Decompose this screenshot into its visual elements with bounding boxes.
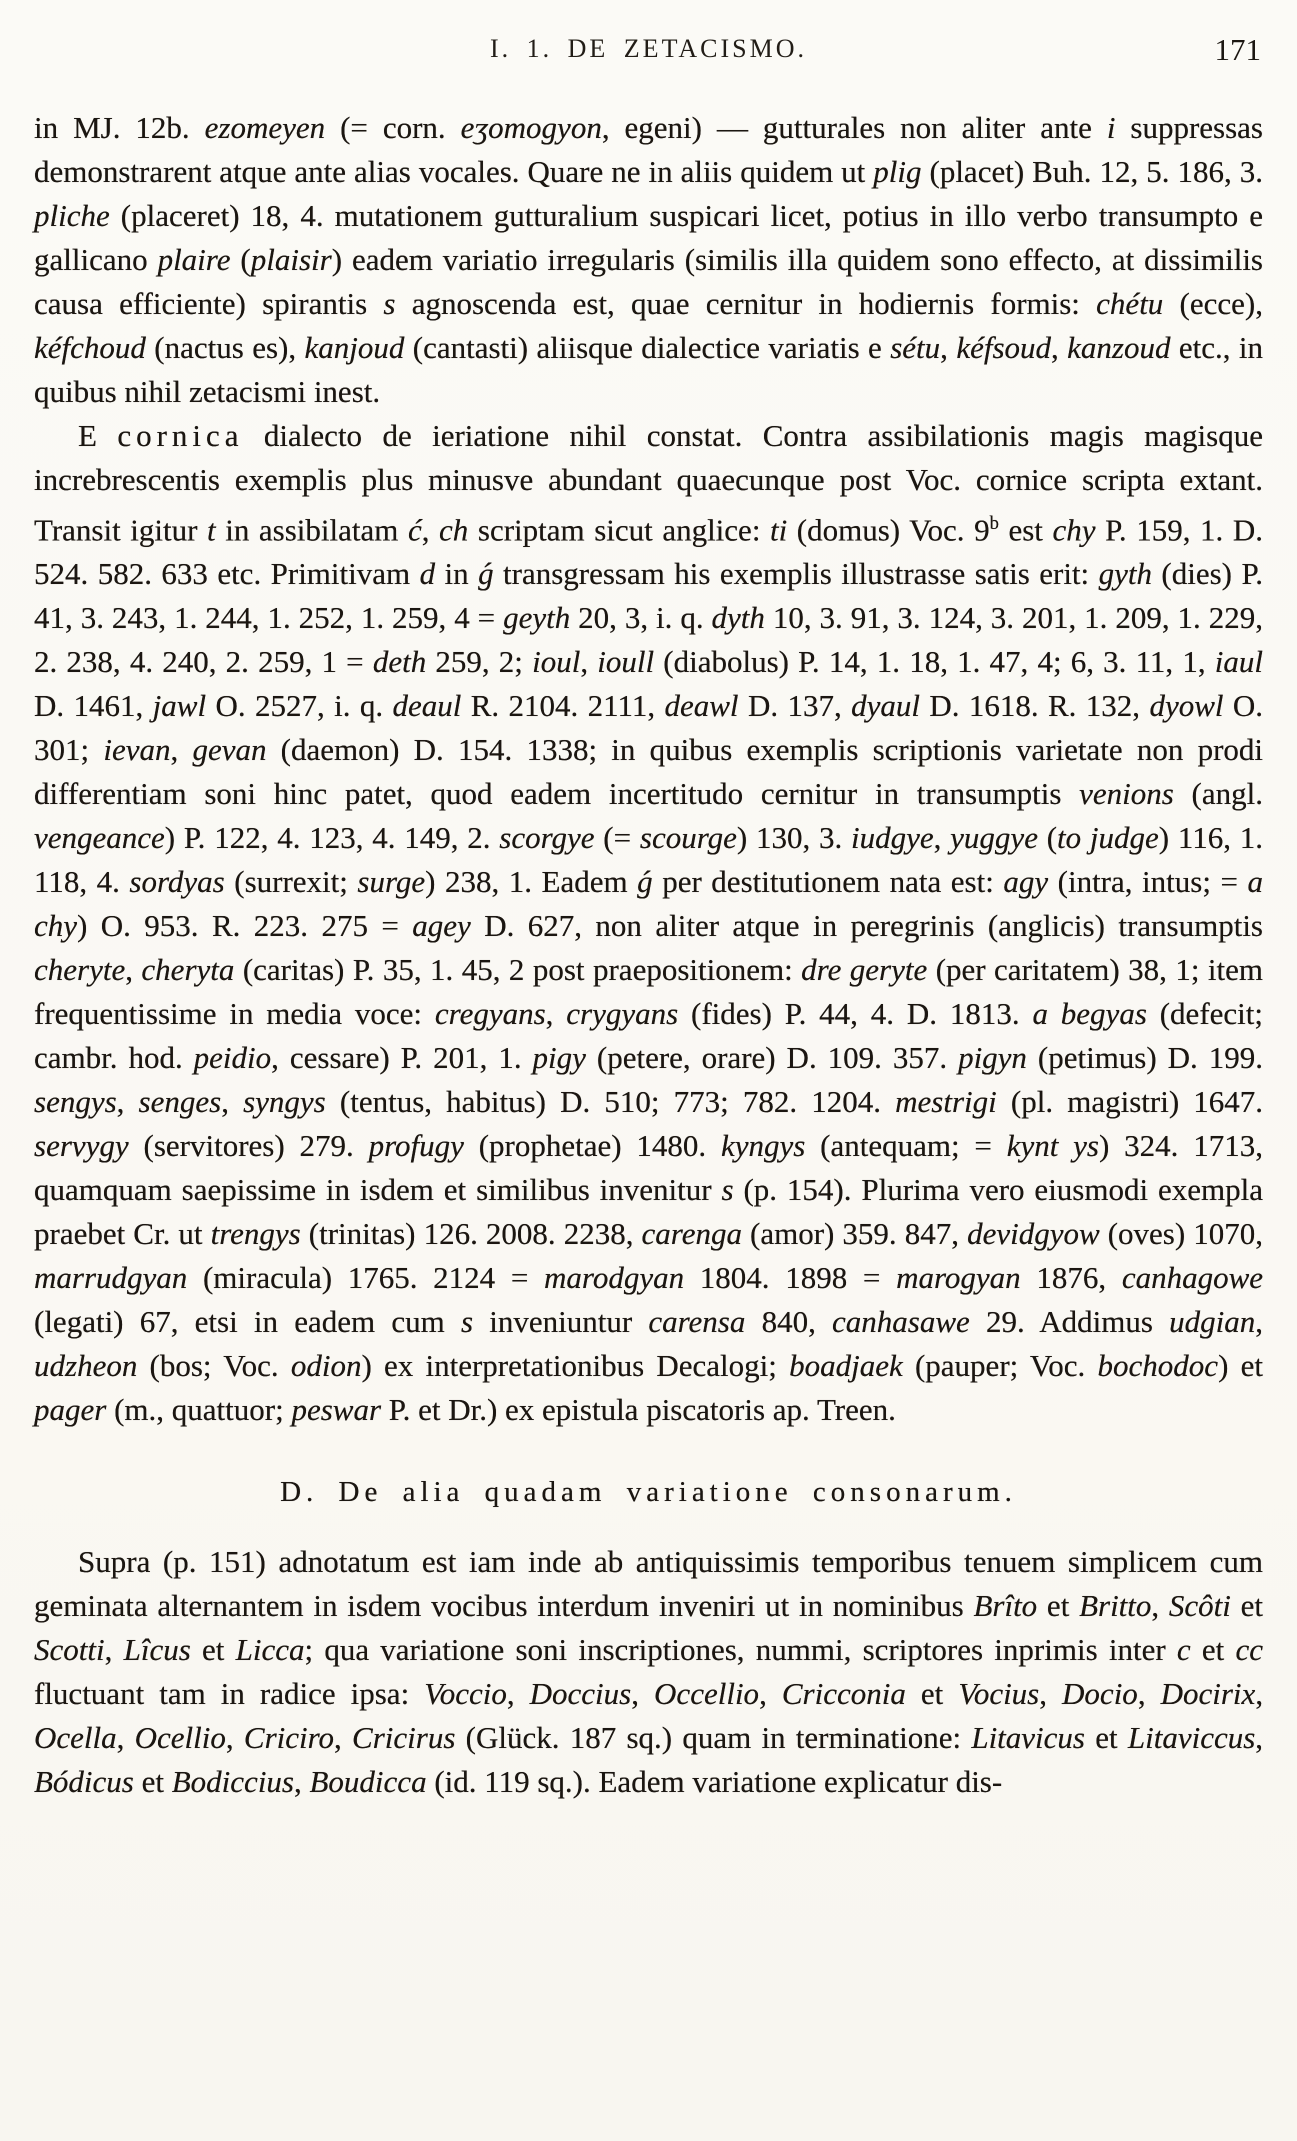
running-title: I. 1. DE ZETACISMO. — [489, 34, 807, 63]
paragraph-consonant-variation: Supra (p. 151) adnotatum est iam inde ab antiquissimis temporibus tenuem simplicem cum geminata alternantem in isdem vocibus interdum inveniri ut in nominibus Brîto et Britto, Scôti et Scotti, Lîcus et Licca; qua variatione soni inscriptiones, nummi, scriptores inprimis inter c et cc fluctuant tam in radice ipsa: Voccio, Doccius, Occellio, Cricconia et Vocius, Docio, Docirix, Ocella, Ocellio, Criciro, Cricirus (Glück. 187 sq.) quam in terminatione: Litavicus et Litaviccus, Bódicus et Bodiccius, Boudicca (id. 119 sq.). Eadem variatione explicatur dis- — [34, 1544, 1264, 1800]
page-number: 171 — [1214, 32, 1261, 67]
paragraph-continuation: in MJ. 12b. ezomeyen (= corn. eʒomogyon, egeni) — gutturales non aliter ante i suppressas demonstrarent atque ante alias vocales. Quare ne in aliis quidem ut plig (placet) Buh. 12, 5. 186, 3. pliche (placeret) 18, 4. mutationem gutturalium suspicari licet, potius in illo verbo transumpto e gallicano plaire (plaisir) eadem variatio irregularis (similis illa quidem sono effecto, at dissimilis causa efficiente) spirantis s agnoscenda est, quae cernitur in hodiernis formis: chétu (ecce), kéfchoud (nactus es), kanjoud (cantasti) aliisque dialectice variatis e sétu, kéfsoud, kanzoud etc., in quibus nihil zetacismi inest. — [34, 110, 1264, 409]
page-header — [34, 34, 1263, 78]
section-heading: D. De alia quadam variatione consonarum. — [280, 1476, 1017, 1509]
paragraph-assibilation: E cornica dialecto de ieriatione nihil constat. Contra assibilationis magis magisque increbrescentis exemplis plus minusve abundant quaecunque post Voc. cornice scripta extant. Transit igitur t in assibilatam ć, ch scriptam sicut anglice: ti (domus) Voc. 9$^b$ est chy P. 159, 1. D. 524. 582. 633 etc. Primitivam d in ǵ transgressam his exemplis illustrasse satis erit: gyth (dies) P. 41, 3. 243, 1. 244, 1. 252, 1. 259, 4 = geyth 20, 3, i. q. dyth 10, 3. 91, 3. 124, 3. 201, 1. 209, 1. 229, 2. 238, 4. 240, 2. 259, 1 = deth 259, 2; ioul, ioull (diabolus) P. 14, 1. 18, 1. 47, 4; 6, 3. 11, 1, iaul D. 1461, jawl O. 2527, i. q. deaul R. 2104. 2111, deawl D. 137, dyaul D. 1618. R. 132, dyowl O. 301; ievan, gevan (daemon) D. 154. 1338; in quibus exemplis scriptionis varietate non prodi differentiam soni hinc patet, quod eadem incertitudo cernitur in transumptis venions (angl. vengeance) P. 122, 4. 123, 4. 149, 2. scorgye (= scourge) 130, 3. iudgye, yuggye (to judge) 116, 1. 118, 4. sordyas (surrexit; surge) 238, 1. Eadem ǵ per destitutionem nata est: agy (intra, intus; = a chy) O. 953. R. 223. 275 = agey D. 627, non aliter atque in peregrinis (anglicis) transumptis cheryte, cheryta (caritas) P. 35, 1. 45, 2 post praepositionem: dre geryte (per caritatem) 38, 1; item frequentissime in media voce: cregyans, crygyans (fides) P. 44, 4. D. 1813. a begyas (defecit; cambr. hod. peidio, cessare) P. 201, 1. pigy (petere, orare) D. 109. 357. pigyn (petimus) D. 199. sengys, senges, syngys (tentus, habitus) D. 510; 773; 782. 1204. mestrigi (pl. magistri) 1647. servygy (servitores) 279. profugy (prophetae) 1480. kyngys (antequam; = kynt ys) 324. 1713, quamquam saepissime in isdem et similibus invenitur s (p. 154). Plurima vero eiusmodi exempla praebet Cr. ut trengys (trinitas) 126. 2008. 2238, carenga (amor) 359. 847, devidgyow (oves) 1070, marrudgyan (miracula) 1765. 2124 = marodgyan 1804. 1898 = marogyan 1876, canhagowe (legati) 67, etsi in eadem cum s inveniuntur carensa 840, canhasawe 29. Addimus udgian, udzheon (bos; Voc. odion) ex interpretationibus Decalogi; boadjaek (pauper; Voc. bochodoc) et pager (m., quattuor; peswar P. et Dr.) ex epistula piscatoris ap. Treen. — [34, 418, 1264, 1428]
page-body — [34, 106, 1263, 1804]
